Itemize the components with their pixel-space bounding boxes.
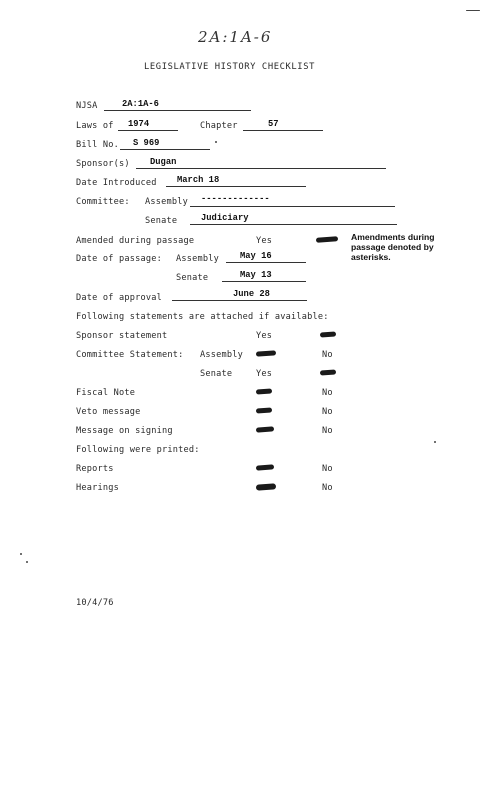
redaction-mark: [320, 369, 336, 375]
fiscal-note-no: No: [322, 388, 333, 398]
reports-label: Reports: [76, 464, 114, 474]
sponsor-label: Sponsor(s): [76, 159, 130, 169]
date-of-approval-label: Date of approval: [76, 293, 162, 303]
scan-speck: [26, 561, 28, 563]
committee-statement-assembly-no: No: [322, 350, 333, 360]
message-on-signing-label: Message on signing: [76, 426, 173, 436]
date-of-passage-label: Date of passage:: [76, 254, 162, 264]
redaction-mark: [256, 388, 272, 394]
passage-assembly-label: Assembly: [176, 254, 219, 264]
laws-of-label: Laws of: [76, 121, 114, 131]
passage-assembly-value: May 16: [240, 251, 272, 261]
committee-senate-label: Senate: [145, 216, 178, 226]
reports-no: No: [322, 464, 333, 474]
printed-heading: Following were printed:: [76, 445, 200, 455]
scan-speck: [466, 10, 480, 11]
redaction-mark: [316, 236, 338, 243]
redaction-mark: [256, 426, 274, 432]
redaction-mark: [256, 350, 276, 356]
redaction-mark: [256, 483, 276, 490]
footer-date: 10/4/76: [76, 598, 114, 608]
committee-senate-value: Judiciary: [201, 213, 249, 223]
passage-senate-underline: [222, 281, 306, 282]
sponsor-statement-label: Sponsor statement: [76, 331, 168, 341]
chapter-value: 57: [268, 119, 279, 129]
njsa-label: NJSA: [76, 101, 98, 111]
committee-assembly-label: Assembly: [145, 197, 188, 207]
scan-speck: [215, 141, 217, 143]
hearings-no: No: [322, 483, 333, 493]
amendments-note: Amendments during passage denoted by asterisks.: [351, 232, 435, 262]
handwritten-reference: 2A:1A-6: [198, 28, 273, 46]
page-title: LEGISLATIVE HISTORY CHECKLIST: [144, 62, 315, 72]
scan-speck: [434, 441, 436, 443]
date-introduced-underline: [166, 186, 306, 187]
message-on-signing-no: No: [322, 426, 333, 436]
sponsor-underline: [136, 168, 386, 169]
passage-senate-value: May 13: [240, 270, 272, 280]
committee-statement-senate-yes: Yes: [256, 369, 273, 379]
redaction-mark: [256, 464, 274, 470]
committee-label: Committee:: [76, 197, 130, 207]
veto-message-label: Veto message: [76, 407, 141, 417]
laws-of-value: 1974: [128, 119, 150, 129]
committee-statement-label: Committee Statement:: [76, 350, 184, 360]
bill-no-value: S 969: [133, 138, 160, 148]
bill-no-underline: [120, 149, 210, 150]
committee-statement-assembly-label: Assembly: [200, 350, 243, 360]
redaction-mark: [256, 407, 272, 413]
chapter-label: Chapter: [200, 121, 238, 131]
date-of-approval-value: June 28: [233, 289, 270, 299]
statements-heading: Following statements are attached if available:: [76, 312, 329, 322]
date-introduced-value: March 18: [177, 175, 220, 185]
committee-assembly-value: -------------: [201, 194, 270, 204]
committee-senate-underline: [190, 224, 397, 225]
chapter-underline: [243, 130, 323, 131]
committee-assembly-underline: [190, 206, 395, 207]
njsa-value: 2A:1A-6: [122, 99, 159, 109]
committee-statement-senate-label: Senate: [200, 369, 233, 379]
njsa-underline: [104, 110, 251, 111]
amended-label: Amended during passage: [76, 236, 195, 246]
fiscal-note-label: Fiscal Note: [76, 388, 136, 398]
date-of-approval-underline: [172, 300, 307, 301]
sponsor-statement-yes: Yes: [256, 331, 273, 341]
laws-of-underline: [118, 130, 178, 131]
passage-assembly-underline: [226, 262, 306, 263]
hearings-label: Hearings: [76, 483, 119, 493]
passage-senate-label: Senate: [176, 273, 209, 283]
redaction-mark: [320, 331, 336, 337]
veto-message-no: No: [322, 407, 333, 417]
sponsor-value: Dugan: [150, 157, 177, 167]
amended-yes: Yes: [256, 236, 273, 246]
date-introduced-label: Date Introduced: [76, 178, 157, 188]
scan-speck: [20, 553, 22, 555]
bill-no-label: Bill No.: [76, 140, 119, 150]
